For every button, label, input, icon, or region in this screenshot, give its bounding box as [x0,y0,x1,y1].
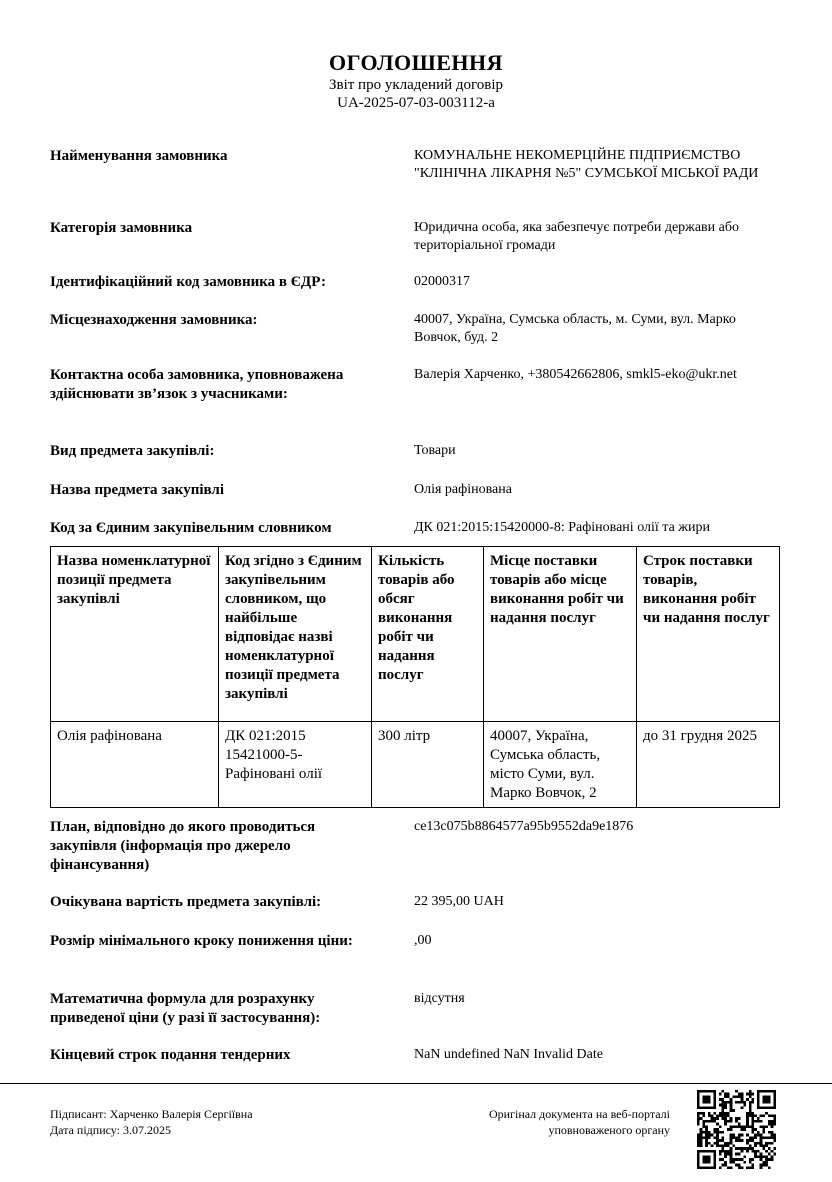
field-label: Кінцевий строк подання тендерних [50,1047,291,1063]
field-label: Назва предмета закупівлі [50,482,225,498]
header-delivery-term: Строк поставки товарів, виконання робіт чи надання послуг [637,547,780,722]
field-value: Юридична особа, яка забезпечує потреби держави або територіальної громади [414,220,739,253]
document-subtitle: Звіт про укладений договір [328,77,504,93]
header-delivery-place: Місце поставки товарів або місце виконання робіт чи надання послуг [484,547,637,722]
cell-quantity: 300 літр [372,722,484,808]
signer-block [50,1106,253,1138]
signer-name: Підписант: Харченко Валерія Сергіївна [50,1107,253,1121]
field-value: ce13c075b8864577a95b9552da9e1876 [414,819,634,834]
origin-note [489,1106,670,1138]
signature-date: Дата підпису: 3.07.2025 [50,1123,171,1137]
field-value: 40007, Україна, Сумська область, м. Суми, вул. Марко Вовчок, буд. 2 [414,312,736,345]
items-table [50,546,780,808]
document-number: UA-2025-07-03-003112-a [337,95,495,111]
field-label: Категорія замовника [50,220,193,236]
cell-delivery-term: до 31 грудня 2025 [637,722,780,808]
field-value: Олія рафінована [414,482,512,497]
footer-divider [0,1083,832,1084]
field-value: NaN undefined NaN Invalid Date [414,1047,603,1062]
field-label: Очікувана вартість предмета закупівлі: [50,894,322,910]
field-label: Найменування замовника [50,148,228,164]
field-value: ДК 021:2015:15420000-8: Рафіновані олії та жири [414,520,710,535]
field-value: ,00 [414,933,432,948]
document-header [0,50,832,112]
field-value: 22 395,00 UAH [414,894,504,909]
document-title: ОГОЛОШЕННЯ [328,50,504,75]
field-value: 02000317 [414,274,470,289]
field-label: Вид предмета закупівлі: [50,443,215,459]
field-value: КОМУНАЛЬНЕ НЕКОМЕРЦІЙНЕ ПІДПРИЄМСТВО "КЛІНІЧНА ЛІКАРНЯ №5" СУМСЬКОЇ МІСЬКОЇ РАДИ [414,148,759,181]
field-label: Ідентифікаційний код замовника в ЄДР: [50,274,326,290]
origin-line-1: Оригінал документа на веб-порталі [488,1107,670,1121]
field-label: Місцезнаходження замовника: [50,312,258,328]
origin-line-2: уповноваженого органу [548,1123,670,1137]
field-label: План, відповідно до якого проводиться закупівля (інформація про джерело фінансування) [50,819,316,873]
qr-code-icon [697,1090,776,1169]
header-item-name: Назва номенклатурної позиції предмета закупівлі [51,547,219,722]
cell-cpv-code: ДК 021:2015 15421000-5-Рафіновані олії [219,722,372,808]
table-header-row [51,547,780,722]
header-quantity: Кількість товарів або обсяг виконання робіт чи надання послуг [372,547,484,722]
field-label: Математична формула для розрахунку приведеної ціни (у разі її застосування): [50,991,321,1026]
field-label: Розмір мінімального кроку пониження ціни: [50,933,353,949]
field-value: Товари [414,443,456,458]
cell-delivery-place: 40007, Україна, Сумська область, місто Суми, вул. Марко Вовчок, 2 [484,722,637,808]
field-label: Контактна особа замовника, уповноважена здійснювати зв’язок з учасниками: [50,367,344,402]
field-value: відсутня [414,991,465,1006]
field-label: Код за Єдиним закупівельним словником [50,520,332,536]
table-row [51,722,780,808]
cell-item-name: Олія рафінована [51,722,219,808]
field-value: Валерія Харченко, +380542662806, smkl5-eko@ukr.net [414,367,737,382]
header-cpv-code: Код згідно з Єдиним закупівельним словником, що найбільше відповідає назві номенклатурної позиції предмета закупівлі [219,547,372,722]
